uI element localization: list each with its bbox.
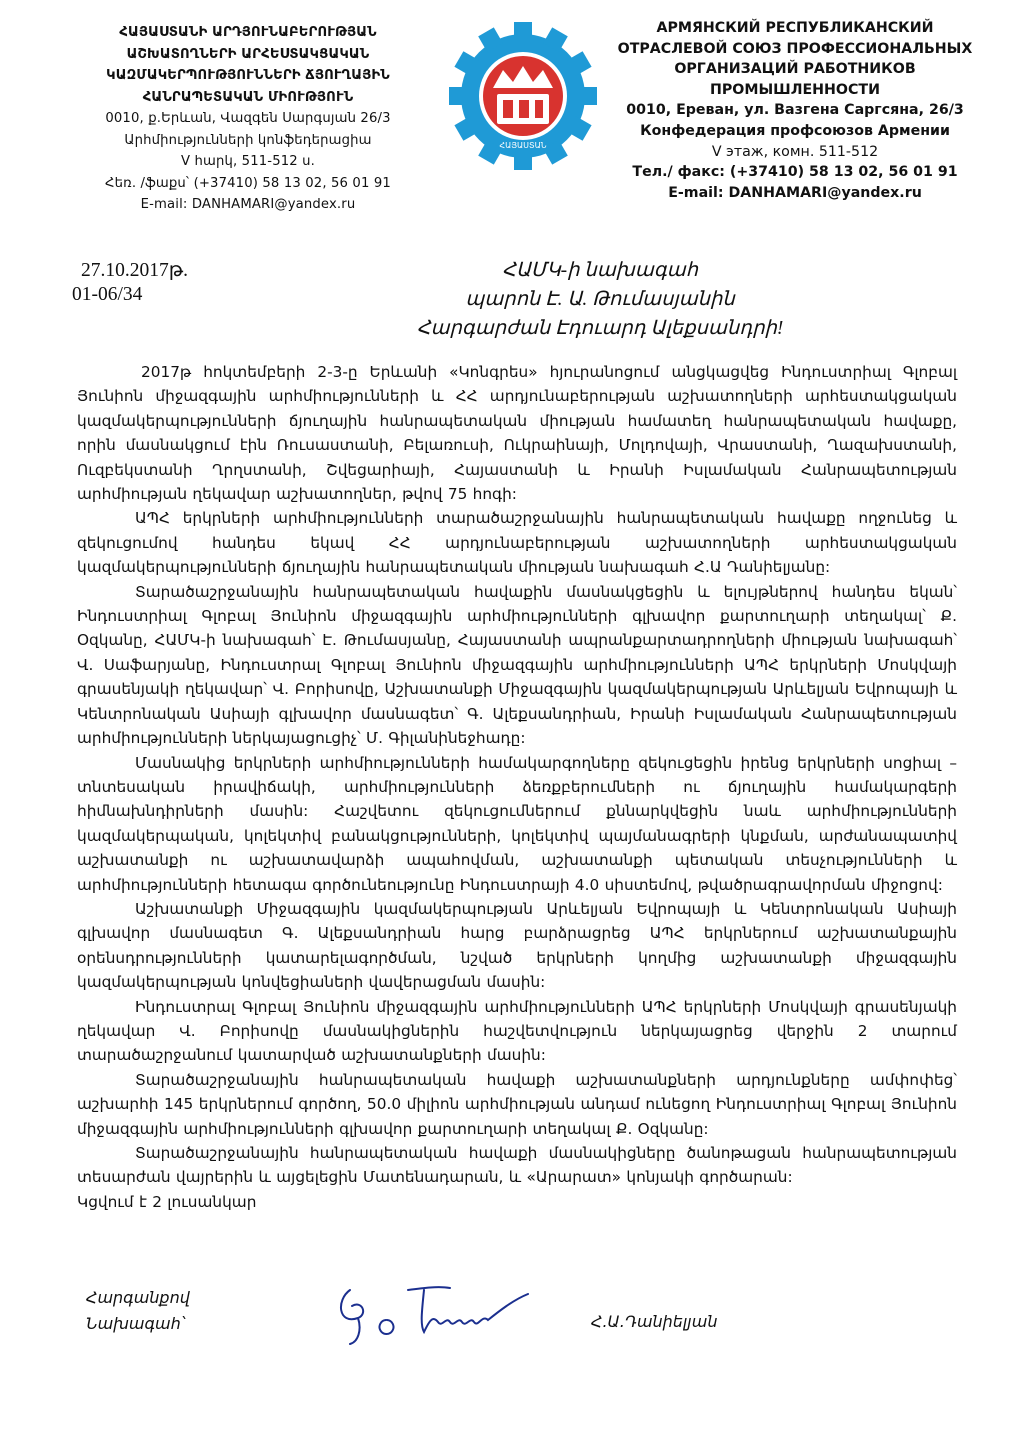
org-name-line: ԱՇԽԱՏՈՂՆԵՐԻ ԱՐՀԵՍՏԱԿՑԱԿԱՆ [126, 46, 370, 62]
letter-date: 27.10.2017թ. [81, 260, 189, 281]
org-address: 0010, Ереван, ул. Вазгена Саргсяна, 26/3 [626, 102, 964, 119]
org-name-line: ОРГАНИЗАЦИЙ РАБОТНИКОВ [674, 61, 916, 78]
closing-position: Նախագահ՝ [86, 1314, 185, 1333]
closing-block [86, 1285, 190, 1337]
emblem-caption: ՀԱՅԱՍՏԱՆ [499, 141, 547, 150]
org-name-line: ОТРАСЛЕВОЙ СОЮЗ ПРОФЕССИОНАЛЬНЫХ [617, 40, 973, 57]
org-floor: V հարկ, 511-512 ս. [180, 154, 316, 169]
addressee-title: ՀԱՄԿ-ի նախագահ [502, 260, 698, 281]
org-confederation: Արհմիությունների կոնֆեդերացիա [124, 132, 372, 148]
letterhead-russian [590, 18, 1000, 203]
letterhead-armenian [58, 22, 438, 216]
org-phone: Тел./ факс: (+37410) 58 13 02, 56 01 91 [632, 164, 958, 181]
org-name-line: АРМЯНСКИЙ РЕСПУБЛИКАНСКИЙ [656, 20, 934, 36]
org-name-line: ՀԱՅԱՍՏԱՆԻ ԱՐԴՅՈՒՆԱԲԵՐՈՒԹՅԱՆ [119, 25, 377, 40]
handwritten-signature [328, 1270, 558, 1350]
org-name-line: ԿԱԶՄԱԿԵՐՊՈՒԹՅՈՒՆՆԵՐԻ ՃՅՈՒՂԱՅԻՆ [106, 68, 390, 83]
addressee-name: պարոն Է. Ա. Թումասյանին [465, 289, 735, 310]
closing-regards: Հարգանքով [86, 1288, 190, 1307]
letter-body [77, 360, 957, 1214]
body-paragraph: Տարածաշրջանային հանրապետական հավաքի աշխատանքների արդյունքները ամփոփեց՝ աշխարհի 145 երկրներում գործող, 50.0 միլիոն արհմիության անդամ ունեցող Ինդուստրիալ Գլոբալ Յունիոն միջազգային արհմիությունների գլխավոր քարտուղարի տեղակալ Ք. Օզկանը: [77, 1070, 957, 1138]
body-paragraph: Մասնակից երկրների արհմիությունների համակարգողները զեկուցեցին իրենց երկրների սոցիալ – տնտեսական իրավիճակի, արհմիությունների ձեռքբերումների ու ճյուղային համակարգերի հիմնախնդիրների մասին: Հաշվետու զեկուցումներում քննարկվեցին նաև արհմիությունների կազմակերպական, կոլեկտիվ բանակցությունների, կոլեկտիվ պայմանագրերի կնքման, արժանապատիվ աշխատանքի ու աշխատավարձի ապահովման, աշխատանքի պետական տեսչությունների և արհմիությունների հետագա գործունեությունը Ինդուստրայի 4.0 սիստեմով, թվածրագրավորման միջոցով: [77, 753, 957, 894]
org-name-line: ՀԱՆՐԱՊԵՏԱԿԱՆ ՄԻՈՒԹՅՈՒՆ [142, 89, 354, 105]
org-floor: V этаж, комн. 511-512 [711, 143, 879, 160]
body-paragraph: Ինդուստրալ Գլոբալ Յունիոն միջազգային արհմիությունների ԱՊՀ երկրների Մոսկվայի գրասենյակի ղեկավար Վ. Բորիսովը մասնակիցներին հաշվետվություն ներկայացրեց վերջին 2 տարում տարածաշրջանում կատարված աշխատանքների մասին: [77, 997, 957, 1065]
attachment-note: Կցվում է 2 լուսանկար [77, 1192, 257, 1211]
org-email: E-mail: DANHAMARI@yandex.ru [668, 184, 922, 201]
org-name-line: ПРОМЫШЛЕННОСТИ [710, 81, 880, 98]
org-phone: Հեռ. /ֆաքս՝ (+37410) 58 13 02, 56 01 91 [105, 175, 391, 191]
body-paragraph: Տարածաշրջանային հանրապետական հավաքին մասնակցեցին և ելույթներով հանդես եկան՝ Ինդուստրիալ Գլոբալ Յունիոն միջազգային արհմիությունների գլխավոր քարտուղարի տեղակալ՝ Ք. Օզկանը, ՀԱՄԿ-ի նախագահ՝ Է. Թումասյանը, Հայաստանի ապրանքարտադրողների միության նախագահ՝ Վ. Սաֆարյանը, Ինդուստրալ Գլոբալ Յունիոն միջազգային արհմիությունների ԱՊՀ երկրների Մոսկվայի գրասենյակի ղեկավար՝ Վ. Բորիսովը, Աշխատանքի Միջազգային կազմակերպության Արևելյան Եվրոպայի և Կենտրոնական Ասիայի գլխավոր մասնագետ՝ Գ. Ալեքսանդրիան, Իրանի Իսլամական Հանրապետության արհմիությունների ներկայացուցիչ՝ Մ. Գիլանինեջհադը: [77, 582, 957, 748]
body-paragraph: ԱՊՀ երկրների արհմիությունների տարածաշրջանային հանրապետական հավաքը ողջունեց և զեկուցումով հանդես եկավ ՀՀ արդյունաբերության աշխատողների արհեստակցական կազմակերպությունների ճյուղային հանրապետական միության նախագահ Հ.Ա Դանիելյանը: [77, 509, 957, 577]
signer-name: Հ.Ա.Դանիելյան [591, 1312, 718, 1331]
body-paragraph: Աշխատանքի Միջազգային կազմակերպության Արևելյան Եվրոպայի և Կենտրոնական Ասիայի գլխավոր մասնագետ Գ. Ալեքսանդրիան հարց բարձրացրեց ԱՊՀ երկրներում աշխատանքային օրենսդրությունների կատարելագործման, նշված երկրների կողմից աշխատանքի միջազգային կազմակերպության կոնվեցիաների վավերացման մասին: [77, 899, 957, 992]
addressee-block [340, 256, 860, 343]
body-paragraph: 2017թ հոկտեմբերի 2-3-ը Երևանի «Կոնգրես» հյուրանոցում անցկացվեց Ինդուստրիալ Գլոբալ Յունիոն միջազգային արհմիությունների և ՀՀ արդյունաբերության աշխատողների արհեստակցական կազմակերպությունների ճյուղային հանրապետական միության համատեղ հանրապետական հավաքը, որին մասնակցում էին Ռուսաստանի, Բելառուսի, Ուկրաինայի, Մոլդովայի, Վրաստանի, Ղազախստանի, Ուզբեկստանի Ղրղստանի, Շվեցարիայի, Հայաստանի և Իրանի Իսլամական Հանրապետության արհմիության ղեկավար աշխատողներ, թվով 75 հոգի: [77, 363, 957, 504]
body-paragraph: Տարածաշրջանային հանրապետական հավաքի մասնակիցները ծանոթացան հանրապետության տեսարժան վայրերին և այցելեցին Մատենադարան, և «Արարատ» կոնյակի գործարան: [77, 1144, 957, 1187]
org-address: 0010, ք.Երևան, Վազգեն Սարգսյան 26/3 [105, 111, 391, 126]
org-email: E-mail: DANHAMARI@yandex.ru [140, 197, 356, 212]
union-emblem-gear-icon [447, 20, 599, 172]
letter-number: 01-06/34 [72, 284, 143, 305]
org-confederation: Конфедерация профсоюзов Армении [640, 122, 950, 139]
salutation: Հարգարժան Էդուարդ Ալեքսանդրի! [416, 318, 784, 339]
